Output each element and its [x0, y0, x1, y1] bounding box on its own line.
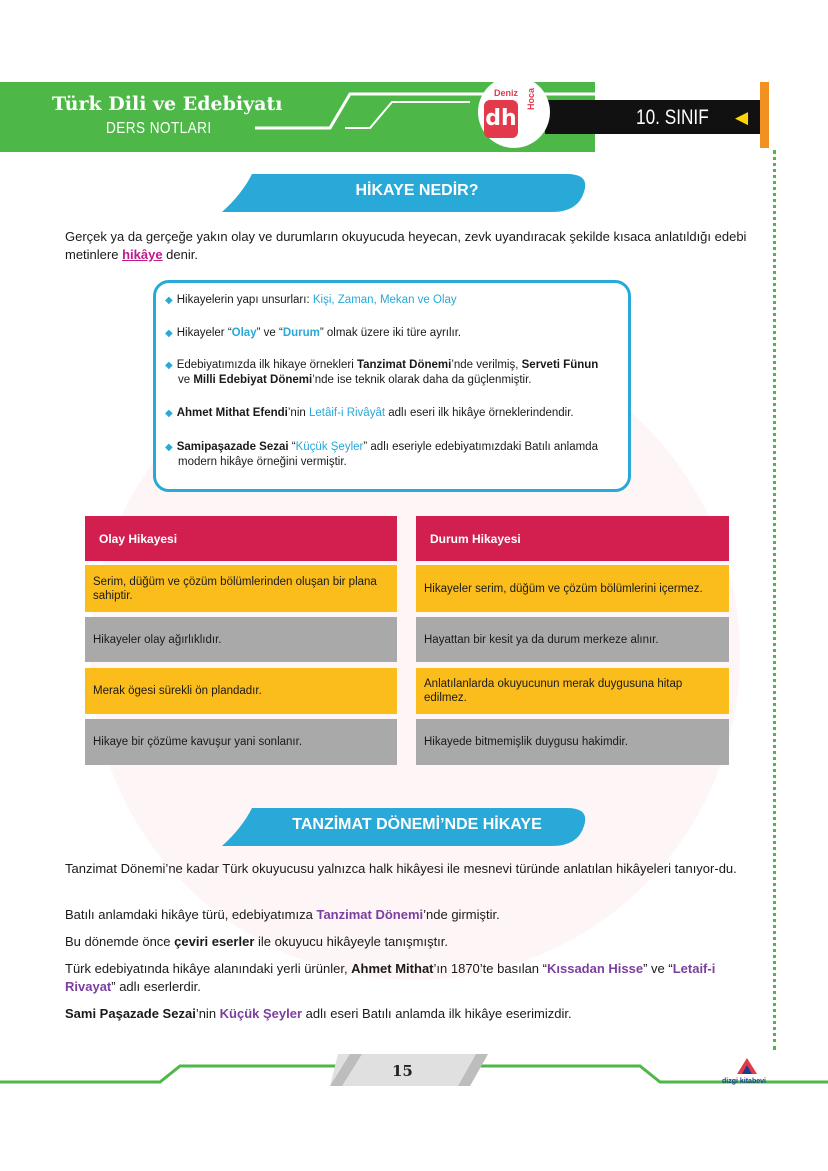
- footer-lines: [0, 1050, 828, 1090]
- bullet-text: ” olmak üzere iki türe ayrılır.: [319, 327, 462, 339]
- publisher-logo-icon: [734, 1054, 760, 1078]
- para-text: adlı eseri Batılı anlamda ilk hikâye eserimizdir.: [302, 1006, 572, 1021]
- bullet-highlight: Küçük Şeyler: [295, 441, 364, 453]
- para-highlight: Tanzimat Dönemi: [316, 907, 424, 922]
- bullet-first-examples: [165, 358, 635, 388]
- bullet-bold: Samipaşazade Sezai: [176, 441, 289, 453]
- grade-label: 10. SINIF: [636, 106, 709, 129]
- bullet-bold: Ahmet Mithat Efendi: [176, 407, 288, 419]
- para-text: Bu dönemde önce: [65, 934, 175, 949]
- paragraph-tanzimat-1: Tanzimat Dönemi’ne kadar Türk okuyucusu yalnızca halk hikâyesi ile mesnevi türünde anlatılan hikâyeleri tanıyor-du.: [65, 861, 737, 876]
- bullet-sezai: [165, 440, 635, 470]
- diamond-icon: ◆: [165, 360, 173, 371]
- bullet-highlight: Durum: [282, 327, 320, 339]
- bullet-text: adlı eseri ilk hikâye örneklerindendir.: [385, 407, 574, 419]
- para-bold: Ahmet Mithat: [351, 961, 434, 976]
- bullet-text: Hikayeler “: [176, 327, 232, 339]
- logo-word-hoca: Hoca: [526, 87, 536, 110]
- intro-text: Gerçek ya da gerçeğe yakın olay ve durumların okuyucuda heyecan, zevk uyandıracak şekilde kısaca anlatıldığı edebi metinlere: [65, 229, 747, 262]
- diamond-icon: ◆: [165, 295, 173, 306]
- table-cell: Merak ögesi sürekli ön plandadır.: [85, 668, 397, 714]
- bullet-text: ’nde verilmiş,: [451, 359, 522, 371]
- bullet-text: Hikayelerin yapı unsurları:: [176, 294, 313, 306]
- bullet-highlight: Olay: [231, 327, 257, 339]
- para-highlight: Küçük Şeyler: [219, 1006, 303, 1021]
- section-title-hikaye: HİKAYE NEDİR?: [355, 182, 479, 199]
- bullet-highlight: Kişi, Zaman, Mekan ve Olay: [312, 294, 457, 306]
- bullet-text: ’nin: [287, 407, 309, 419]
- logo-word-deniz: Deniz: [494, 88, 519, 98]
- table-cell: Hikayeler serim, düğüm ve çözüm bölümlerini içermez.: [416, 565, 729, 612]
- intro-paragraph: [65, 228, 755, 264]
- intro-text-end: denir.: [162, 247, 198, 262]
- bullet-bold: Tanzimat Dönemi: [356, 359, 452, 371]
- bullet-structure: [165, 293, 625, 308]
- bullet-highlight: Letâif-i Rivâyât: [308, 407, 386, 419]
- para-highlight: Letaif-i Rivayat: [65, 961, 716, 994]
- diamond-icon: ◆: [165, 328, 173, 339]
- para-text: ile okuyucu hikâyeyle tanışmıştır.: [254, 934, 449, 949]
- para-text: ’ın 1870’te basılan “: [433, 961, 547, 976]
- para-text: ’nin: [195, 1006, 220, 1021]
- section-title-tanzimat: TANZİMAT DÖNEMİ’NDE HİKAYE: [292, 816, 542, 833]
- para-text: ” ve “: [643, 961, 673, 976]
- table-cell: Hikayede bitmemişlik duygusu hakimdir.: [416, 719, 729, 765]
- bullet-text: ” ve “: [256, 327, 283, 339]
- bullet-text: ’nde ise teknik olarak daha da güçlenmiştir.: [312, 374, 532, 386]
- paragraph-tanzimat-4: [65, 960, 755, 996]
- right-dotted-border: [773, 150, 776, 1050]
- table-cell: Hikaye bir çözüme kavuşur yani sonlanır.: [85, 719, 397, 765]
- paragraph-tanzimat-2: [65, 906, 755, 924]
- bullet-text: ve: [178, 374, 194, 386]
- page-number: 15: [392, 1062, 413, 1080]
- bullet-types: [165, 326, 625, 341]
- para-highlight: Kıssadan Hisse: [546, 961, 644, 976]
- bullet-text: modern hikâye örneğini vermiştir.: [178, 456, 347, 468]
- bullet-text: Edebiyatımızda ilk hikaye örnekleri: [176, 359, 357, 371]
- table-cell: Serim, düğüm ve çözüm bölümlerinden oluşan bir plana sahiptir.: [85, 565, 397, 612]
- para-text: ” adlı eserlerdir.: [111, 979, 201, 994]
- paragraph-tanzimat-5: [65, 1005, 755, 1023]
- term-hikaye-link[interactable]: hikâye: [122, 247, 163, 262]
- para-text: Batılı anlamdaki hikâye türü, edebiyatımıza: [65, 907, 317, 922]
- table-header-olay: Olay Hikayesi: [85, 516, 397, 561]
- table-cell: Hayattan bir kesit ya da durum merkeze alınır.: [416, 617, 729, 662]
- subject-title: Türk Dili ve Edebiyatı: [52, 93, 283, 115]
- bullet-text: ” adlı eseriyle edebiyatımızdaki Batılı anlamda: [363, 441, 598, 453]
- table-cell: Anlatılanlarda okuyucunun merak duygusuna hitap edilmez.: [416, 668, 729, 714]
- publisher-name: dizgi kitabevi: [722, 1078, 766, 1085]
- bullet-ahmet-mithat: [165, 406, 625, 421]
- para-bold: Sami Paşazade Sezai: [65, 1006, 196, 1021]
- paragraph-tanzimat-3: [65, 933, 755, 951]
- bullet-bold: Serveti Fünun: [521, 359, 599, 371]
- table-cell: Hikayeler olay ağırlıklıdır.: [85, 617, 397, 662]
- orange-accent-bar: [760, 82, 769, 148]
- diamond-icon: ◆: [165, 408, 173, 419]
- subject-subtitle: DERS NOTLARI: [106, 120, 212, 137]
- para-text: ’nde girmiştir.: [423, 907, 500, 922]
- para-text: Türk edebiyatında hikâye alanındaki yerli ürünler,: [65, 961, 352, 976]
- para-bold: çeviri eserler: [174, 934, 255, 949]
- table-header-durum: Durum Hikayesi: [416, 516, 729, 561]
- diamond-icon: ◆: [165, 442, 173, 453]
- brand-logo: dh: [484, 100, 518, 138]
- bullet-text: “: [288, 441, 296, 453]
- bullet-bold: Milli Edebiyat Dönemi: [193, 374, 313, 386]
- triangle-left-icon: ◀: [735, 108, 749, 127]
